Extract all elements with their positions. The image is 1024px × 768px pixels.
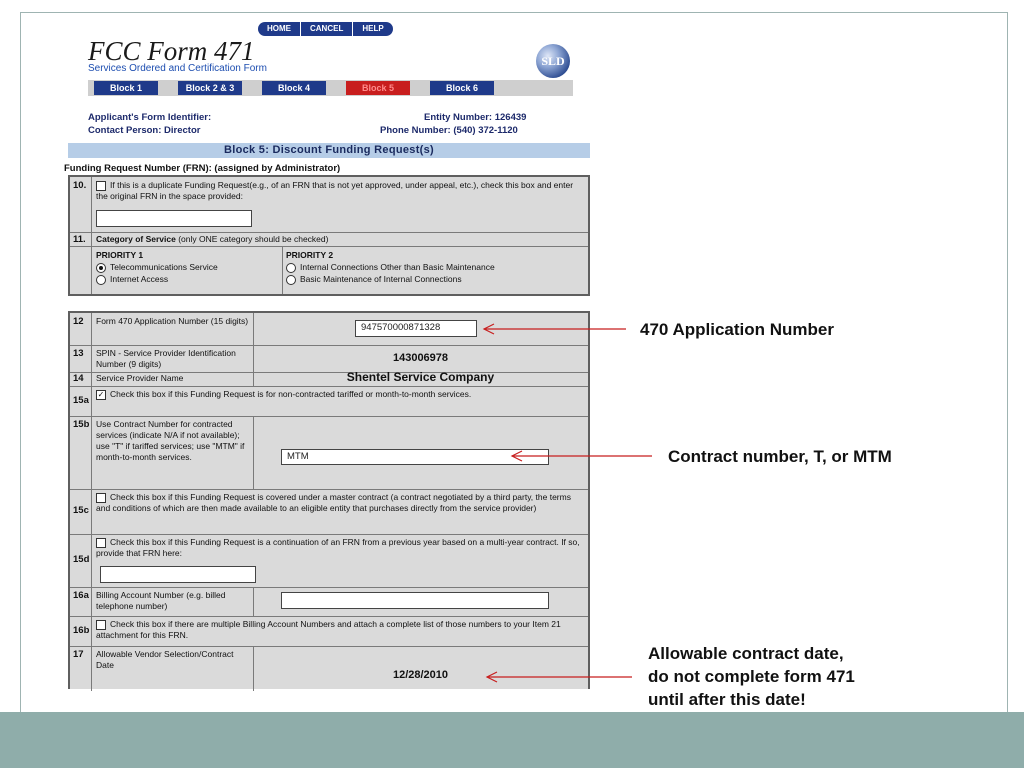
item-11-number: 11. xyxy=(70,232,92,246)
item-15c-text: Check this box if this Funding Request is covered under a master contract (a contract negotiated by a third party, the terms and conditions of which are then made available to an eligible entity that purchases directly from the service provider) xyxy=(96,492,571,513)
item-15b-number: 15b xyxy=(70,416,92,489)
entity-number-label: Entity Number: xyxy=(424,112,493,123)
form-title: FCC Form 471 xyxy=(88,36,255,66)
tab-block-2-3[interactable]: Block 2 & 3 xyxy=(178,81,242,95)
internet-access-label: Internet Access xyxy=(110,274,169,284)
item-13-number: 13 xyxy=(70,345,92,372)
item-10-number: 10. xyxy=(70,177,92,232)
tab-block-5[interactable]: Block 5 xyxy=(346,81,410,95)
item-16b-text: Check this box if there are multiple Billing Account Numbers and attach a complete list of those numbers to your Item 21 attachment for this FRN. xyxy=(96,619,561,640)
item-16b-number: 16b xyxy=(70,616,92,646)
block-title: Block 5: Discount Funding Request(s) xyxy=(68,143,590,158)
annotation-date-line-1: Allowable contract date, xyxy=(648,644,844,663)
tab-block-1[interactable]: Block 1 xyxy=(94,81,158,95)
home-button[interactable]: HOME xyxy=(258,22,301,36)
item-15a-checkbox[interactable]: ✓ xyxy=(97,389,105,399)
item-15d-text: Check this box if this Funding Request is a continuation of an FRN from a previous year based on a multi-year contract. If so, provide that FRN here: xyxy=(96,537,580,558)
item-15b-label: Use Contract Number for contracted services (indicate N/A if not available); use "T" if tariffed services; use "MTM" if month-to-month services. xyxy=(96,419,245,462)
item-17-number: 17 xyxy=(70,646,92,691)
priority-1-label: PRIORITY 1 xyxy=(96,250,144,260)
entity-number-value: 126439 xyxy=(494,112,527,123)
item-11-note: (only ONE category should be checked) xyxy=(178,234,329,244)
contact-person-value: Director xyxy=(164,125,201,136)
item-11-title: Category of Service xyxy=(96,234,176,244)
item-15a-number: 15a xyxy=(70,386,92,416)
item-15c-number: 15c xyxy=(70,489,92,534)
item-14-number: 14 xyxy=(70,372,92,386)
item-10-text: If this is a duplicate Funding Request(e.g., of an FRN that is not yet approved, under appeal, etc.), check this box and enter the original FRN in the space provided: xyxy=(96,180,574,201)
item-16a-number: 16a xyxy=(70,587,92,616)
provider-name-value: Shentel Service Company xyxy=(346,370,495,384)
cancel-button[interactable]: CANCEL xyxy=(301,22,353,36)
telecom-label: Telecommunications Service xyxy=(110,262,218,272)
contract-date-value: 12/28/2010 xyxy=(392,669,449,681)
item-15a-text: Check this box if this Funding Request is for non-contracted tariffed or month-to-month services. xyxy=(110,389,472,399)
annotation-date-line-3: until after this date! xyxy=(648,690,806,709)
item-12-label: Form 470 Application Number (15 digits) xyxy=(96,316,249,326)
annotation-contract: Contract number, T, or MTM xyxy=(668,447,892,466)
phone-number-label: Phone Number: xyxy=(380,125,451,136)
item-13-label: SPIN - Service Provider Identification Number (9 digits) xyxy=(96,348,236,369)
internal-connections-label: Internal Connections Other than Basic Maintenance xyxy=(300,262,495,272)
priority-2-label: PRIORITY 2 xyxy=(286,250,334,260)
sld-logo: SLD xyxy=(536,44,570,78)
basic-maintenance-label: Basic Maintenance of Internal Connections xyxy=(300,274,462,284)
annotation-app-number: 470 Application Number xyxy=(640,320,834,339)
item-17-label: Allowable Vendor Selection/Contract Date xyxy=(96,649,234,670)
item-16a-label: Billing Account Number (e.g. billed telephone number) xyxy=(96,590,226,611)
tab-block-6[interactable]: Block 6 xyxy=(430,81,494,95)
spin-value: 143006978 xyxy=(392,352,449,364)
item-14-label: Service Provider Name xyxy=(96,373,184,383)
phone-number-value: (540) 372-1120 xyxy=(453,125,518,136)
applicant-identifier-label: Applicant's Form Identifier: xyxy=(88,112,212,123)
help-button[interactable]: HELP xyxy=(353,22,392,36)
tab-block-4[interactable]: Block 4 xyxy=(262,81,326,95)
frn-line: Funding Request Number (FRN): (assigned by Administrator) xyxy=(64,163,341,174)
annotation-date-line-2: do not complete form 471 xyxy=(648,667,855,686)
contact-person-label: Contact Person: xyxy=(88,125,162,136)
form-subtitle: Services Ordered and Certification Form xyxy=(88,63,267,74)
item-15d-number: 15d xyxy=(70,534,92,587)
item-12-number: 12 xyxy=(70,313,92,345)
annotation-date xyxy=(648,642,855,711)
contract-number-input[interactable]: MTM xyxy=(281,449,549,465)
form-470-number-input[interactable]: 947570000871328 xyxy=(355,320,477,337)
